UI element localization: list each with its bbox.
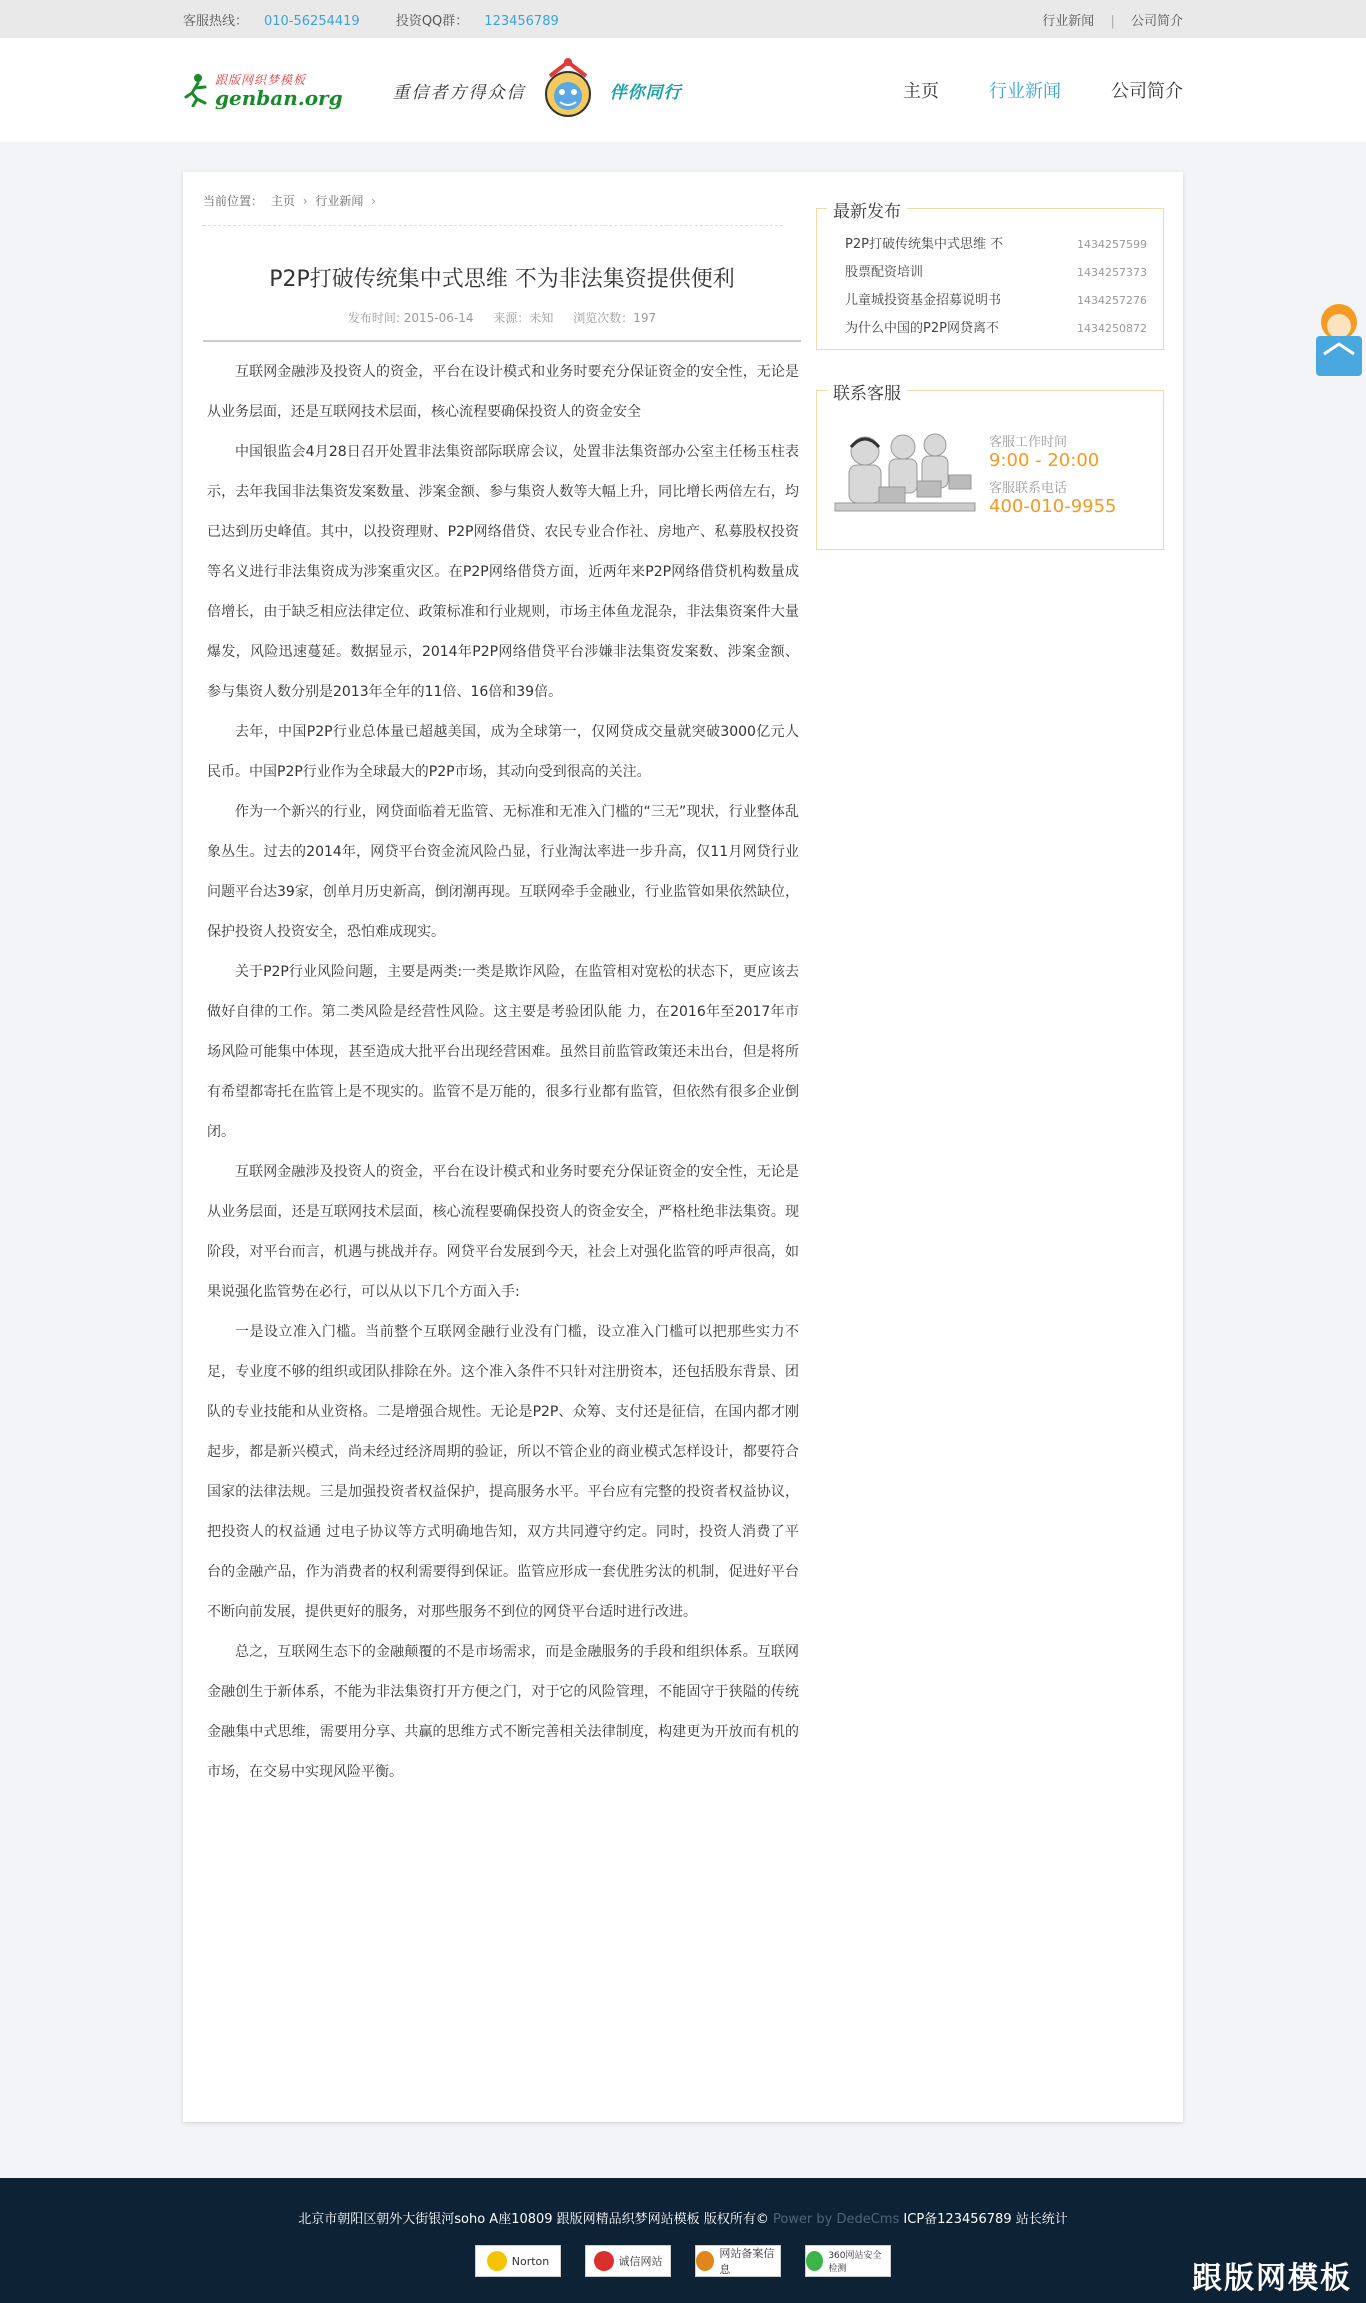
call-center-illustration-icon [825, 417, 985, 537]
credit-icon [594, 2251, 614, 2271]
chevron-right-icon: › [371, 194, 376, 208]
post-title[interactable]: 儿童城投资基金招募说明书 [845, 293, 1002, 308]
article-paragraph: 去年，中国P2P行业总体量已超越美国，成为全球第一，仅网贷成交量就突破3000亿元人民币。中国P2P行业作为全球最大的P2P市场，其动向受到很高的关注。 [207, 724, 799, 780]
latest-posts-title: 最新发布 [827, 197, 907, 222]
nav-news[interactable]: 行业新闻 [989, 81, 1061, 102]
content-card [183, 172, 1183, 2122]
360-check-icon [806, 2251, 823, 2271]
footer-icp[interactable]: ICP备123456789 站长统计 [903, 2212, 1068, 2227]
footer-powered[interactable]: Power by DedeCms [772, 2212, 900, 2227]
service-phone: 400-010-9955 [989, 496, 1117, 517]
list-item[interactable] [845, 231, 1147, 259]
article-meta [203, 309, 801, 342]
work-time: 9:00 - 20:00 [989, 450, 1100, 471]
post-number: 1434257373 [1077, 266, 1147, 279]
norton-badge[interactable] [475, 2245, 561, 2277]
slogan-banner [393, 56, 682, 124]
runner-logo-icon [183, 73, 209, 107]
nav-home[interactable]: 主页 [903, 81, 939, 102]
footer-info [0, 2208, 1366, 2227]
post-number: 1434250872 [1077, 322, 1147, 335]
list-item[interactable] [845, 315, 1147, 343]
qq-label: 投资QQ群： [395, 13, 469, 29]
badge-label: 网站备案信息 [719, 2247, 775, 2276]
site-header [0, 38, 1366, 142]
mascot-icon [536, 56, 600, 124]
latest-posts-list [845, 231, 1147, 343]
credit-badge[interactable] [585, 2245, 671, 2277]
record-badge[interactable] [695, 2245, 781, 2277]
article-title: P2P打破传统集中式思维 不为非法集资提供便利 [269, 267, 735, 292]
list-item[interactable] [845, 259, 1147, 287]
article-paragraph: 一是设立准入门槛。当前整个互联网金融行业没有门槛，设立准入门槛可以把那些实力不足，专业度不够的组织或团队排除在外。这个准入条件不只针对注册资本，还包括股东背景、团队的专业技能和从业资格。二是增强合规性。无论是P2P、众筹、支付还是征信，在国内都才刚起步，都是新兴模式，尚未经过经济周期的验证，所以不管企业的商业模式怎样设计，都要符合国家的法律法规。三是加强投资者权益保护，提高服务水平。平台应有完整的投资者权益协议，把投资人的权益通 过电子协议等方式明确地告知，双方共同遵守约定。同时，投资人消费了平台的金融产品，作为消费者的权利需要得到保证。监管应形成一套优胜劣汰的机制，促进好平台不断向前发展，提供更好的服务，对那些服务不到位的网贷平台适时进行改进。 [207, 1324, 799, 1620]
logo-en: genban.org [215, 85, 343, 110]
qq-group [396, 14, 575, 29]
norton-check-icon [487, 2251, 507, 2271]
site-footer [0, 2178, 1366, 2303]
post-number: 1434257276 [1077, 294, 1147, 307]
post-number: 1434257599 [1077, 238, 1147, 251]
view-count: 浏览次数：197 [573, 311, 657, 325]
publish-date: 发布时间: 2015-06-14 [347, 311, 474, 325]
work-time-label: 客服工作时间 [989, 435, 1068, 450]
badge-label: Norton [511, 2254, 550, 2268]
hotline [183, 14, 376, 29]
site-logo[interactable] [183, 71, 343, 110]
list-item[interactable] [845, 287, 1147, 315]
watermark: 跟版网模板 [1192, 2261, 1352, 2296]
service-info [989, 431, 1117, 523]
article-paragraph: 作为一个新兴的行业，网贷面临着无监管、无标准和无准入门槛的“三无”现状，行业整体乱象丛生。过去的2014年，网贷平台资金流风险凸显，行业淘汰率进一步升高，仅11月网贷行业问题平台达39家，创单月历史新高，倒闭潮再现。互联网牵手金融业，行业监管如果依然缺位，保护投资人投资安全，恐怕难成现实。 [207, 804, 799, 940]
customer-service-title: 联系客服 [827, 379, 907, 404]
top-bar [0, 0, 1366, 38]
top-link-about[interactable]: 公司简介 [1130, 13, 1183, 29]
latest-posts-box [816, 202, 1164, 350]
badge-label: 360网站安全检测 [828, 2251, 882, 2274]
article-body [203, 342, 801, 1792]
post-title[interactable]: 为什么中国的P2P网贷离不 [845, 321, 999, 336]
article-paragraph: 互联网金融涉及投资人的资金，平台在设计模式和业务时要充分保证资金的安全性，无论是从业务层面，还是互联网技术层面，核心流程要确保投资人的资金安全 [207, 364, 799, 420]
breadcrumb-news[interactable]: 行业新闻 [315, 194, 364, 208]
phone-label: 客服联系电话 [989, 481, 1068, 496]
top-link-separator: | [1110, 13, 1115, 29]
qq-value: 123456789 [484, 13, 559, 29]
security-360-badge[interactable] [805, 2245, 891, 2277]
nav-about[interactable]: 公司简介 [1111, 81, 1183, 102]
chevron-right-icon: › [302, 194, 308, 208]
customer-service-box [816, 384, 1164, 550]
article-source: 来源：未知 [493, 311, 554, 325]
breadcrumb [203, 192, 783, 226]
post-title[interactable]: 股票配资培训 [845, 265, 924, 280]
badge-label: 诚信网站 [618, 2255, 663, 2268]
hotline-value: 010-56254419 [264, 13, 360, 29]
breadcrumb-home[interactable]: 主页 [270, 194, 295, 208]
breadcrumb-label: 当前位置： [203, 194, 264, 208]
logo-cn: 跟版网织梦模板 [215, 72, 307, 87]
article-paragraph: 总之，互联网生态下的金融颠覆的不是市场需求，而是金融服务的手段和组织体系。互联网金融创生于新体系，不能为非法集资打开方便之门，对于它的风险管理，不能固守于狭隘的传统金融集中式思维，需要用分享、共赢的思维方式不断完善相关法律制度，构建更为开放而有机的市场，在交易中实现风险平衡。 [207, 1644, 799, 1780]
article-paragraph: 中国银监会4月28日召开处置非法集资部际联席会议，处置非法集资部办公室主任杨玉柱表示，去年我国非法集资发案数量、涉案金额、参与集资人数等大幅上升，同比增长两倍左右，均已达到历史峰值。其中，以投资理财、P2P网络借贷、农民专业合作社、房地产、私募股权投资等名义进行非法集资成为涉案重灾区。在P2P网络借贷方面，近两年来P2P网络借贷机构数量成倍增长，由于缺乏相应法律定位、政策标准和行业规则，市场主体鱼龙混杂，非法集资案件大量爆发，风险迅速蔓延。数据显示，2014年P2P网络借贷平台涉嫌非法集资发案数、涉案金额、参与集资人数分别是2013年全年的11倍、16倍和39倍。 [207, 444, 799, 700]
sidebar [816, 192, 1164, 550]
top-link-news[interactable]: 行业新闻 [1042, 13, 1095, 29]
post-title[interactable]: P2P打破传统集中式思维 不 [845, 237, 1004, 252]
article-column [203, 192, 801, 1792]
hotline-label: 客服热线： [183, 13, 249, 29]
article-paragraph: 互联网金融涉及投资人的资金，平台在设计模式和业务时要充分保证资金的安全性，无论是从业务层面，还是互联网技术层面，核心流程要确保投资人的资金安全，严格杜绝非法集资。现阶段，对平台而言，机遇与挑战并存。网贷平台发展到今天，社会上对强化监管的呼声很高，如果说强化监管势在必行，可以从以下几个方面入手: [207, 1164, 799, 1300]
main-nav [903, 38, 1183, 142]
floating-service-icon[interactable] [1312, 300, 1366, 378]
shield-icon [696, 2251, 714, 2271]
article-paragraph: 关于P2P行业风险问题，主要是两类:一类是欺诈风险，在监管相对宽松的状态下，更应该去做好自律的工作。第二类风险是经营性风险。这主要是考验团队能 力，在2016年至2017年市场风险可能集中体现，甚至造成大批平台出现经营困难。虽然目前监管政策还未出台，但是将所有希望都寄托在监管上是不现实的。监管不是万能的，很多行业都有监管，但依然有很多企业倒闭。 [207, 964, 799, 1140]
slogan-text: 重信者方得众信 [392, 82, 526, 103]
footer-address: 北京市朝阳区朝外大街银河soho A座10809 跟版网精品织梦网站模板 版权所有© [298, 2212, 769, 2227]
tagline: 伴你同行 [609, 82, 682, 103]
trust-badges [0, 2245, 1366, 2277]
